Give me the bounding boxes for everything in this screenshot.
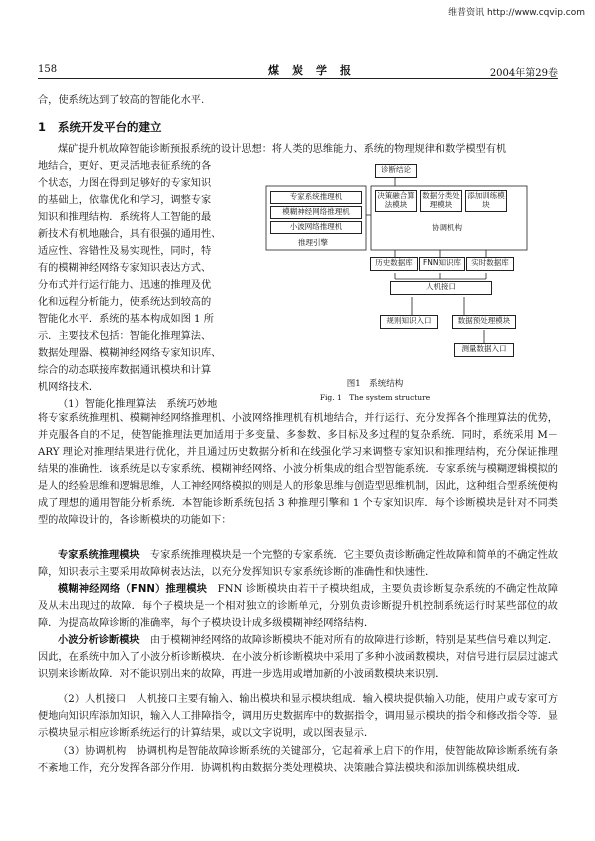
rule-input-box: 规则知识入口: [380, 315, 438, 329]
text-line: 化和远程分析能力，使系统达到较高的: [38, 297, 212, 308]
expert-module-text: 专家系统推理模块是一个完整的专家系统．它主要负责诊断确定性故障和简单的不确定性故障，知识表示主要采用故障树表达法，以充分发挥知识专家系统诊断的准确性和快速性．: [38, 550, 559, 578]
text-line: 个状态，力图在得到足够好的专家知识: [38, 178, 212, 189]
wavelet-engine-box: 小波网络推理机: [270, 221, 362, 234]
paragraph-wavelet-module: [38, 632, 558, 683]
paragraph-design-idea: 煤矿提升机故障智能诊断预报系统的设计思想：将人类的思维能力、系统的物理规律和数学模型有机: [58, 144, 507, 155]
paragraph-hmi: [38, 691, 558, 742]
figure-caption-cn: 图1 系统结构: [346, 379, 404, 389]
issue-info: 2004年第29卷: [489, 68, 558, 79]
running-header: [38, 62, 558, 79]
item1-heading: （1）智能化推理算法 系统巧妙地: [58, 399, 218, 410]
realtime-db-box: 实时数据库: [466, 257, 514, 271]
diag-result-box: 诊断结论: [375, 164, 417, 178]
figure-caption-en: Fig. 1 The system structure: [319, 393, 431, 402]
history-db-box: 历史数据库: [370, 257, 418, 271]
text-line: 地结合，更好、更灵活地表征系统的各: [38, 161, 212, 172]
data-classify-box: 数据分类处理模块: [420, 190, 462, 212]
text-line: 示．主要技术包括：智能化推理算法、: [38, 331, 212, 342]
coord-label: 协调机构: [432, 223, 462, 232]
journal-name: 煤炭学报: [268, 64, 364, 77]
expert-engine-box: 专家系统推理机: [270, 191, 362, 204]
text-line: 智能化水平．系统的基本构成如图 1 所: [38, 314, 214, 325]
add-training-box: 添加训练模块: [465, 190, 507, 212]
preprocess-box: 数据预处理模块: [452, 315, 516, 329]
hmi-box: 人机接口: [390, 281, 492, 295]
text-line: 知识和推理结构．系统将人工智能的最: [38, 212, 212, 223]
section-heading: [38, 119, 162, 135]
text-line: 适应性、容错性及易实现性，同时，特: [38, 246, 212, 257]
section-number: 1: [38, 120, 47, 134]
item3-text: 协调机构是智能故障诊断系统的关键部分，它起着承上启下的作用，使智能故障诊断系统有条不紊地工作，充分发挥各部分作用．协调机构由数据分类处理模块、决策融合算法模块和添加训练模块组成．: [38, 746, 559, 774]
fnn-module-text: FNN 诊断模块由若干子模块组成，主要负责诊断复杂系统的不确定性故障及从未出现过的故障．每个子模块是一个相对独立的诊断单元，分别负责诊断提升机控制系统运行时某些部位的故障．为提高故障诊断的准确率，每个子模块设计成多级模糊神经网络结构．: [38, 584, 559, 629]
wavelet-module-title: 小波分析诊断模块: [58, 635, 140, 646]
item3-label: （3）协调机构: [58, 746, 127, 757]
text-line: 新技术有机地融合，具有很强的通用性、: [38, 229, 222, 240]
engine-group-label: 推理引擎: [298, 238, 328, 247]
page-number: 158: [38, 64, 58, 75]
measure-input-box: 测量数据入口: [454, 343, 514, 357]
item2-text: 人机接口主要有输入、输出模块和显示模块组成．输入模块提供输入功能，使用户或专家可方便地向知识库添加知识，输入人工排障指令，调用历史数据库中的数据指令，调用显示模块的指令和修改指令等．显示模块显示相应诊断系统运行的计算结果，或以文字说明，或以图表显示．: [38, 694, 559, 739]
fnn-kb-box: FNN知识库: [419, 257, 465, 271]
section-title: 系统开发平台的建立: [58, 120, 162, 134]
fnn-engine-box: 模糊神经网络推理机: [270, 206, 362, 219]
text-line: 综合的动态联接库数据通讯模块和计算: [38, 365, 212, 376]
watermark: 维普资讯 http://www.cqvip.com: [448, 8, 585, 18]
paragraph-item1: 将专家系统推理机、模糊神经网络推理机、小波网络推理机有机地结合，并行运行、充分发挥各个推理算法的优势，并克服各自的不足，使智能推理法更加适用于多变量、多参数、多目标及多过程的复杂系统．同时，系统采用 M－ARY 理论对推理结果进行优化，并且通过历史数据分析和在线强化学习来调整专家知识和推理结构，充分保证推理结果的准确性．该系统是以专家系统、模糊神经网络、小波分析集成的组合型智能系统．专家系统与模糊逻辑模拟的是人的经验思维和逻辑思维，人工神经网络模拟的则是人的形象思维与创造型思维机制，因此，这种组合型系统便构成了理想的通用智能分析系统．本智能诊断系统包括 3 种推理引擎和 1 个专家知识库．每个诊断模块是针对不同类型的故障设计的，各诊断模块的功能如下：: [38, 413, 558, 526]
decision-fusion-box: 决策融合算法模块: [375, 190, 417, 212]
text-line: 机网络技术．: [38, 382, 100, 393]
paragraph-left-column: [38, 158, 260, 413]
figure-system-structure: [262, 160, 560, 375]
text-line: 的基础上，依靠优化和学习，调整专家: [38, 195, 212, 206]
item2-label: （2）人机接口: [58, 694, 127, 705]
paragraph-coordinator: [38, 743, 558, 777]
fnn-module-title: 模糊神经网络（FNN）推理模块: [58, 584, 208, 595]
intro-line: 合，使系统达到了较高的智能化水平.: [38, 95, 205, 106]
text-line: 数据处理器、模糊神经网络专家知识库、: [38, 348, 222, 359]
paragraph-fnn-module: [38, 581, 558, 632]
paragraph-expert-module: [38, 547, 558, 581]
expert-module-title: 专家系统推理模块: [58, 550, 140, 561]
text-line: 有的模糊神经网络专家知识表达方式、: [38, 263, 212, 274]
wavelet-module-text: 由于模糊神经网络的故障诊断模块不能对所有的故障进行诊断，特别是某些信号难以判定．因此，在系统中加入了小波分析诊断模块．在小波分析诊断模块中采用了多种小波函数模块，对信号进行层层过滤式识别来诊断故障．对不能识别出来的故障，再进一步选用或增加新的小波函数模块来识别．: [38, 635, 559, 680]
text-line: 分布式并行运行能力、迅速的推理及优: [38, 280, 212, 291]
